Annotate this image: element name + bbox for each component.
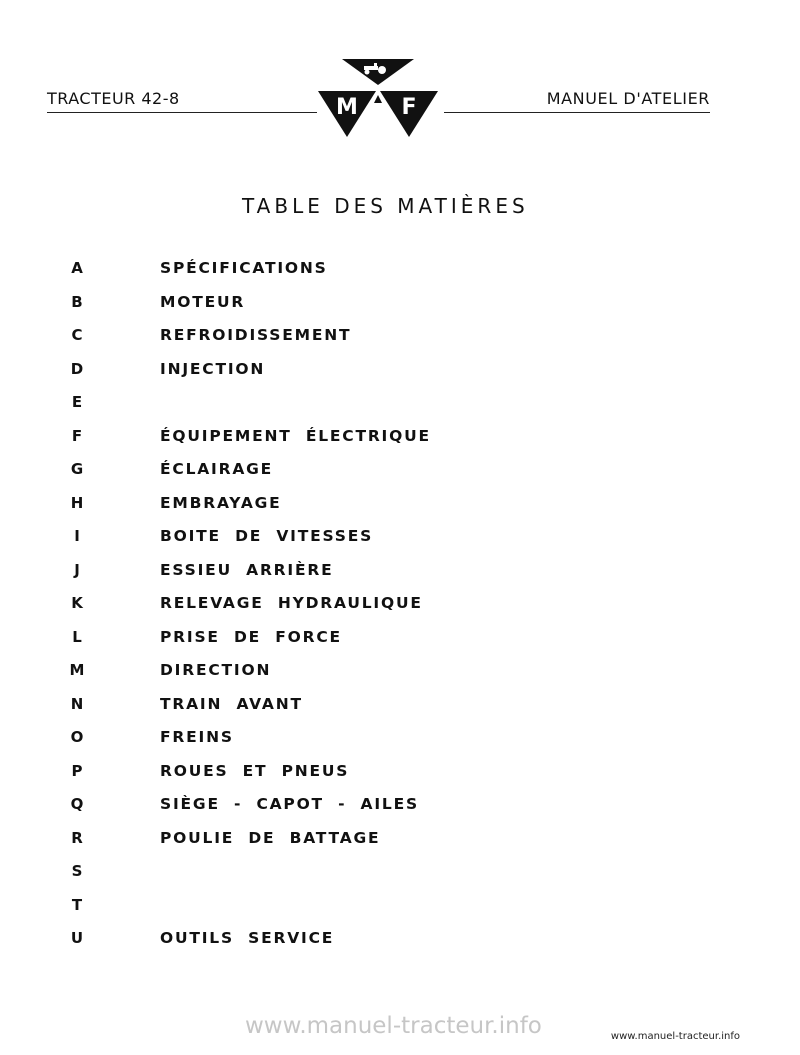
header-rule-right bbox=[444, 112, 710, 113]
toc-row bbox=[0, 625, 800, 649]
toc-row bbox=[0, 893, 800, 917]
section-letter: S bbox=[71, 862, 83, 880]
section-letter: N bbox=[70, 695, 84, 713]
section-title: PRISE DE FORCE bbox=[160, 628, 342, 646]
section-title: SPÉCIFICATIONS bbox=[160, 259, 328, 277]
header-model: TRACTEUR 42-8 bbox=[47, 89, 180, 108]
section-title: ROUES ET PNEUS bbox=[160, 762, 350, 780]
logo-letter-f: F bbox=[401, 95, 417, 120]
section-letter: Q bbox=[70, 795, 84, 813]
section-letter: R bbox=[71, 829, 83, 847]
section-title: RELEVAGE HYDRAULIQUE bbox=[160, 594, 423, 612]
section-title: POULIE DE BATTAGE bbox=[160, 829, 381, 847]
toc-row bbox=[0, 859, 800, 883]
toc-row bbox=[0, 323, 800, 347]
section-letter: O bbox=[70, 728, 84, 746]
toc-row bbox=[0, 692, 800, 716]
header-manual-title: MANUEL D'ATELIER bbox=[546, 89, 710, 108]
section-letter: P bbox=[71, 762, 83, 780]
toc-row bbox=[0, 457, 800, 481]
section-letter: H bbox=[70, 494, 84, 512]
section-letter: J bbox=[74, 561, 80, 579]
page-title: TABLE DES MATIÈRES bbox=[242, 194, 529, 218]
section-letter: M bbox=[69, 661, 85, 679]
section-title: DIRECTION bbox=[160, 661, 272, 679]
section-letter: K bbox=[71, 594, 83, 612]
section-title: EMBRAYAGE bbox=[160, 494, 282, 512]
section-title: ÉQUIPEMENT ÉLECTRIQUE bbox=[160, 427, 431, 445]
section-title: OUTILS SERVICE bbox=[160, 929, 335, 947]
section-title: ESSIEU ARRIÈRE bbox=[160, 561, 334, 579]
toc-row bbox=[0, 424, 800, 448]
section-title: TRAIN AVANT bbox=[160, 695, 303, 713]
toc-row bbox=[0, 826, 800, 850]
section-letter: F bbox=[71, 427, 83, 445]
section-title: BOITE DE VITESSES bbox=[160, 527, 374, 545]
section-letter: A bbox=[71, 259, 83, 277]
toc-row bbox=[0, 256, 800, 280]
section-letter: D bbox=[70, 360, 84, 378]
toc-row bbox=[0, 390, 800, 414]
section-letter: G bbox=[70, 460, 84, 478]
section-letter: E bbox=[71, 393, 83, 411]
watermark-small: www.manuel-tracteur.info bbox=[610, 1031, 740, 1042]
section-title: INJECTION bbox=[160, 360, 266, 378]
section-letter: U bbox=[70, 929, 84, 947]
toc-row bbox=[0, 792, 800, 816]
massey-ferguson-logo-icon bbox=[316, 57, 440, 139]
toc-row bbox=[0, 658, 800, 682]
watermark-large: www.manuel-tracteur.info bbox=[245, 1013, 542, 1039]
section-letter: T bbox=[71, 896, 83, 914]
section-letter: C bbox=[71, 326, 83, 344]
section-title: REFROIDISSEMENT bbox=[160, 326, 352, 344]
toc-row bbox=[0, 591, 800, 615]
header-rule-left bbox=[47, 112, 317, 113]
section-letter: B bbox=[71, 293, 83, 311]
section-title: ÉCLAIRAGE bbox=[160, 460, 274, 478]
section-letter: L bbox=[72, 628, 82, 646]
toc-row bbox=[0, 357, 800, 381]
section-letter: I bbox=[74, 527, 80, 545]
toc-row bbox=[0, 926, 800, 950]
logo-letter-m: M bbox=[336, 95, 358, 120]
toc-row bbox=[0, 524, 800, 548]
section-title: FREINS bbox=[160, 728, 234, 746]
section-title: MOTEUR bbox=[160, 293, 246, 311]
toc-row bbox=[0, 759, 800, 783]
toc-row bbox=[0, 725, 800, 749]
toc-row bbox=[0, 290, 800, 314]
toc-row bbox=[0, 558, 800, 582]
section-title: SIÈGE - CAPOT - AILES bbox=[160, 795, 419, 813]
toc-row bbox=[0, 491, 800, 515]
